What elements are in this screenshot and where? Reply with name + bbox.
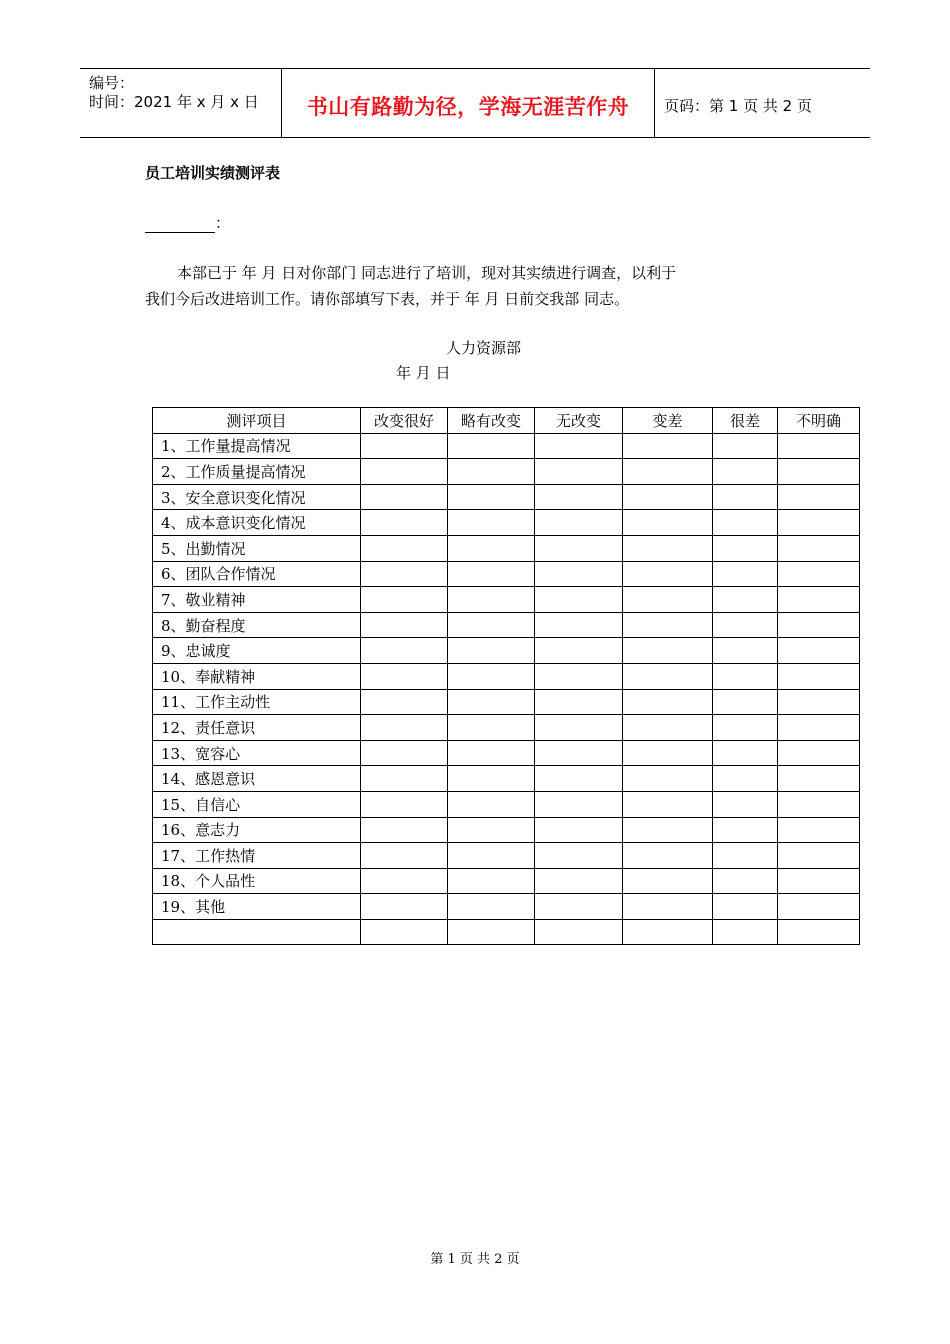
item-label-cell: 6、团队合作情况	[153, 561, 361, 587]
motto-text: 书山有路勤为径，学海无涯苦作舟	[306, 95, 630, 119]
rating-cell[interactable]	[361, 715, 448, 741]
rating-cell[interactable]	[535, 868, 623, 894]
header-right-cell	[655, 69, 870, 137]
table-row	[153, 638, 860, 664]
item-label-cell: 3、安全意识变化情况	[153, 484, 361, 510]
rating-cell[interactable]	[361, 817, 448, 843]
rating-cell[interactable]	[448, 919, 535, 945]
column-header-rating: 很差	[713, 408, 778, 434]
rating-cell[interactable]	[713, 817, 778, 843]
rating-cell[interactable]	[713, 638, 778, 664]
rating-cell[interactable]	[448, 459, 535, 485]
rating-cell[interactable]	[361, 689, 448, 715]
rating-cell[interactable]	[448, 843, 535, 869]
table-row	[153, 843, 860, 869]
signature-department: 人力资源部	[446, 339, 522, 357]
recipient-colon: ：	[215, 214, 231, 232]
rating-cell[interactable]	[623, 561, 713, 587]
item-label-cell: 13、宽容心	[153, 740, 361, 766]
rating-cell[interactable]	[713, 919, 778, 945]
paragraph-line-1: 本部已于 年 月 日对你部门 同志进行了培训，现对其实绩进行调查，以利于	[177, 264, 677, 282]
page-info: 页码：第 1 页 共 2 页	[664, 97, 812, 115]
rating-cell[interactable]	[535, 817, 623, 843]
table-row	[153, 868, 860, 894]
rating-cell[interactable]	[361, 868, 448, 894]
rating-cell[interactable]	[448, 868, 535, 894]
item-label-cell: 5、出勤情况	[153, 535, 361, 561]
rating-cell[interactable]	[448, 894, 535, 920]
rating-cell[interactable]	[448, 561, 535, 587]
rating-cell[interactable]	[535, 638, 623, 664]
rating-cell[interactable]	[713, 715, 778, 741]
table-row	[153, 894, 860, 920]
rating-cell[interactable]	[361, 766, 448, 792]
item-label-cell: 7、敬业精神	[153, 587, 361, 613]
rating-cell[interactable]	[361, 587, 448, 613]
rating-cell[interactable]	[361, 663, 448, 689]
rating-cell[interactable]	[713, 689, 778, 715]
table-row	[153, 715, 860, 741]
table-row	[153, 689, 860, 715]
rating-cell[interactable]	[778, 868, 860, 894]
rating-cell[interactable]	[535, 766, 623, 792]
rating-cell[interactable]	[448, 510, 535, 536]
rating-cell[interactable]	[778, 894, 860, 920]
table-row	[153, 612, 860, 638]
rating-cell[interactable]	[713, 791, 778, 817]
rating-cell[interactable]	[448, 587, 535, 613]
rating-cell[interactable]	[778, 433, 860, 459]
rating-cell[interactable]	[535, 459, 623, 485]
rating-cell[interactable]	[623, 894, 713, 920]
rating-cell[interactable]	[535, 612, 623, 638]
rating-cell[interactable]	[778, 561, 860, 587]
rating-cell[interactable]	[623, 535, 713, 561]
rating-cell[interactable]	[361, 433, 448, 459]
rating-cell[interactable]	[535, 535, 623, 561]
rating-cell[interactable]	[535, 689, 623, 715]
rating-cell[interactable]	[778, 689, 860, 715]
rating-cell[interactable]	[535, 663, 623, 689]
item-label-cell: 9、忠诚度	[153, 638, 361, 664]
rating-cell[interactable]	[713, 612, 778, 638]
rating-cell[interactable]	[448, 740, 535, 766]
rating-cell[interactable]	[778, 638, 860, 664]
item-label-cell	[153, 919, 361, 945]
rating-cell[interactable]	[713, 433, 778, 459]
rating-cell[interactable]	[778, 843, 860, 869]
table-row	[153, 510, 860, 536]
paragraph-line-2: 我们今后改进培训工作。请你部填写下表，并于 年 月 日前交我部 同志。	[145, 290, 630, 308]
table-row	[153, 587, 860, 613]
rating-cell[interactable]	[623, 484, 713, 510]
page-footer: 第 1 页 共 2 页	[430, 1252, 520, 1267]
table-row	[153, 535, 860, 561]
rating-cell[interactable]	[623, 689, 713, 715]
rating-cell[interactable]	[535, 484, 623, 510]
column-header-rating: 改变很好	[361, 408, 448, 434]
header-left-cell	[80, 69, 282, 137]
rating-cell[interactable]	[535, 843, 623, 869]
rating-cell[interactable]	[535, 561, 623, 587]
rating-cell[interactable]	[713, 766, 778, 792]
rating-cell[interactable]	[623, 638, 713, 664]
rating-cell[interactable]	[713, 740, 778, 766]
rating-cell[interactable]	[713, 561, 778, 587]
table-row	[153, 484, 860, 510]
column-header-rating: 略有改变	[448, 408, 535, 434]
item-label-cell: 18、个人品性	[153, 868, 361, 894]
table-row	[153, 740, 860, 766]
rating-cell[interactable]	[713, 535, 778, 561]
rating-cell[interactable]	[448, 689, 535, 715]
serial-label: 编号：	[89, 74, 135, 92]
item-label-cell: 2、工作质量提高情况	[153, 459, 361, 485]
rating-cell[interactable]	[535, 740, 623, 766]
rating-cell[interactable]	[535, 433, 623, 459]
evaluation-table	[152, 407, 860, 945]
rating-cell[interactable]	[623, 817, 713, 843]
item-label-cell: 10、奉献精神	[153, 663, 361, 689]
rating-cell[interactable]	[623, 433, 713, 459]
rating-cell[interactable]	[778, 459, 860, 485]
rating-cell[interactable]	[623, 919, 713, 945]
rating-cell[interactable]	[535, 510, 623, 536]
item-label-cell: 4、成本意识变化情况	[153, 510, 361, 536]
rating-cell[interactable]	[361, 561, 448, 587]
rating-cell[interactable]	[623, 587, 713, 613]
rating-cell[interactable]	[361, 484, 448, 510]
rating-cell[interactable]	[623, 510, 713, 536]
document-header	[80, 68, 870, 138]
rating-cell[interactable]	[778, 715, 860, 741]
rating-cell[interactable]	[713, 587, 778, 613]
rating-cell[interactable]	[778, 817, 860, 843]
rating-cell[interactable]	[361, 612, 448, 638]
rating-cell[interactable]	[623, 715, 713, 741]
time-label: 时间：2021 年 x 月 x 日	[89, 93, 259, 111]
rating-cell[interactable]	[448, 484, 535, 510]
rating-cell[interactable]	[623, 740, 713, 766]
rating-cell[interactable]	[361, 791, 448, 817]
rating-cell[interactable]	[623, 766, 713, 792]
item-label-cell: 8、勤奋程度	[153, 612, 361, 638]
table-body	[153, 433, 860, 945]
rating-cell[interactable]	[623, 663, 713, 689]
signature-date: 年 月 日	[396, 364, 451, 382]
rating-cell[interactable]	[448, 535, 535, 561]
rating-cell[interactable]	[778, 663, 860, 689]
item-label-cell: 14、感恩意识	[153, 766, 361, 792]
rating-cell[interactable]	[448, 791, 535, 817]
column-header-rating: 无改变	[535, 408, 623, 434]
item-label-cell: 15、自信心	[153, 791, 361, 817]
item-label-cell: 11、工作主动性	[153, 689, 361, 715]
header-middle-cell	[282, 69, 655, 137]
column-header-item: 测评项目	[153, 408, 361, 434]
rating-cell[interactable]	[713, 894, 778, 920]
rating-cell[interactable]	[361, 843, 448, 869]
rating-cell[interactable]	[623, 843, 713, 869]
rating-cell[interactable]	[713, 868, 778, 894]
rating-cell[interactable]	[535, 715, 623, 741]
table-header-row	[153, 408, 860, 434]
rating-cell[interactable]	[361, 459, 448, 485]
item-label-cell: 16、意志力	[153, 817, 361, 843]
rating-cell[interactable]	[448, 663, 535, 689]
table-row	[153, 459, 860, 485]
table-row	[153, 919, 860, 945]
rating-cell[interactable]	[623, 612, 713, 638]
rating-cell[interactable]	[713, 510, 778, 536]
column-header-rating: 变差	[623, 408, 713, 434]
table-row	[153, 766, 860, 792]
rating-cell[interactable]	[778, 766, 860, 792]
recipient-blank[interactable]	[145, 217, 215, 233]
rating-cell[interactable]	[535, 791, 623, 817]
rating-cell[interactable]	[778, 612, 860, 638]
rating-cell[interactable]	[623, 459, 713, 485]
rating-cell[interactable]	[535, 587, 623, 613]
item-label-cell: 17、工作热情	[153, 843, 361, 869]
rating-cell[interactable]	[713, 459, 778, 485]
rating-cell[interactable]	[448, 612, 535, 638]
rating-cell[interactable]	[778, 791, 860, 817]
document-title: 员工培训实绩测评表	[145, 164, 281, 182]
rating-cell[interactable]	[778, 535, 860, 561]
recipient-line	[145, 212, 230, 233]
rating-cell[interactable]	[448, 766, 535, 792]
rating-cell[interactable]	[361, 894, 448, 920]
column-header-rating: 不明确	[778, 408, 860, 434]
table-row	[153, 663, 860, 689]
item-label-cell: 12、责任意识	[153, 715, 361, 741]
rating-cell[interactable]	[623, 868, 713, 894]
rating-cell[interactable]	[778, 919, 860, 945]
table-row	[153, 817, 860, 843]
table-row	[153, 561, 860, 587]
item-label-cell: 1、工作量提高情况	[153, 433, 361, 459]
table-row	[153, 433, 860, 459]
rating-cell[interactable]	[448, 638, 535, 664]
rating-cell[interactable]	[361, 919, 448, 945]
table-row	[153, 791, 860, 817]
rating-cell[interactable]	[448, 817, 535, 843]
rating-cell[interactable]	[361, 510, 448, 536]
rating-cell[interactable]	[778, 510, 860, 536]
rating-cell[interactable]	[361, 740, 448, 766]
rating-cell[interactable]	[361, 535, 448, 561]
rating-cell[interactable]	[535, 894, 623, 920]
rating-cell[interactable]	[713, 663, 778, 689]
rating-cell[interactable]	[778, 740, 860, 766]
rating-cell[interactable]	[713, 843, 778, 869]
rating-cell[interactable]	[448, 715, 535, 741]
rating-cell[interactable]	[535, 919, 623, 945]
rating-cell[interactable]	[778, 587, 860, 613]
rating-cell[interactable]	[448, 433, 535, 459]
rating-cell[interactable]	[623, 791, 713, 817]
rating-cell[interactable]	[361, 638, 448, 664]
rating-cell[interactable]	[713, 484, 778, 510]
item-label-cell: 19、其他	[153, 894, 361, 920]
rating-cell[interactable]	[778, 484, 860, 510]
